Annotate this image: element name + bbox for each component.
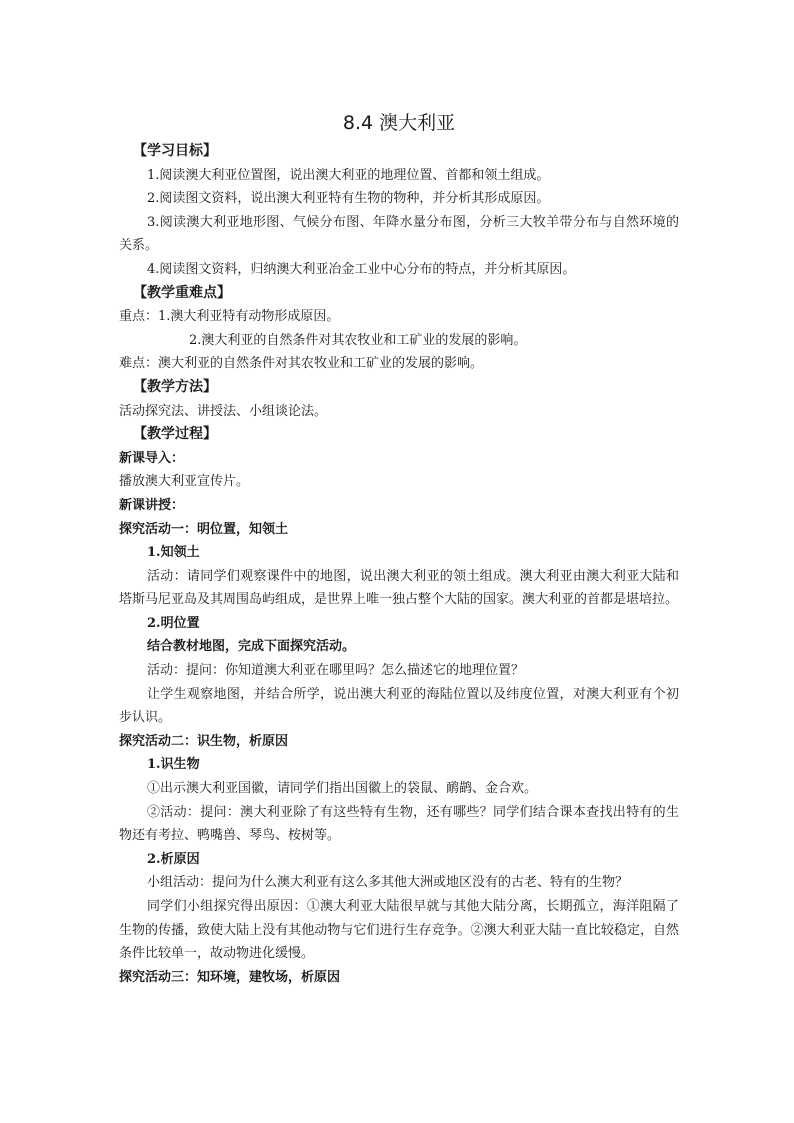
activity-1-sub-2: 2.明位置	[147, 615, 200, 631]
intro-heading: 新课导入：	[119, 450, 185, 466]
activity-1-sub-1-text: 活动：请同学们观察课件中的地图，说出澳大利亚的领土组成。澳大利亚由澳大利亚大陆和塔斯马尼亚岛及其周围岛屿组成，是世界上唯一独占整个大陆的国家。澳大利亚的首都是堪培拉。	[119, 568, 679, 608]
key-point-1: 重点：1.澳大利亚特有动物形成原因。	[119, 309, 340, 325]
activity-2-sub-1-b: ②活动：提问：澳大利亚除了有这些特有生物，还有哪些？同学们结合课本查找出特有的生物还有考拉、鸭嘴兽、琴鸟、桉树等。	[119, 804, 679, 844]
activity-2-sub-1: 1.识生物	[147, 757, 200, 773]
activity-1-sub-2-instruction: 结合教材地图，完成下面探究活动。	[147, 639, 356, 655]
goal-item: 3.阅读澳大利亚地形图、气候分布图、年降水量分布图，分析三大牧羊带分布与自然环境的关系。	[119, 214, 679, 254]
activity-2-heading: 探究活动二：识生物，析原因	[119, 733, 289, 749]
activity-2-sub-1-a: ①出示澳大利亚国徽，请同学们指出国徽上的袋鼠、鸸鹋、金合欢。	[147, 781, 538, 797]
goal-item: 2.阅读图文资料，说出澳大利亚特有生物的物种，并分析其形成原因。	[147, 191, 550, 207]
activity-2-sub-2-text: 同学们小组探究得出原因：①澳大利亚大陆很早就与其他大陆分离，长期孤立，海洋阻隔了生物的传播，致使大陆上没有其他动物与它们进行生存竞争。②澳大利亚大陆一直比较稳定，自然条件比较单一，故动物进化缓慢。	[119, 899, 679, 962]
activity-1-sub-2-text: 让学生观察地图，并结合所学，说出澳大利亚的海陆位置以及纬度位置，对澳大利亚有个初步认识。	[119, 686, 679, 726]
key-points-heading: 【教学重难点】	[133, 284, 231, 301]
activity-1-sub-1: 1.知领土	[147, 545, 200, 561]
difficult-point: 难点：澳大利亚的自然条件对其农牧业和工矿业的发展的影响。	[119, 356, 484, 372]
method-text: 活动探究法、讲授法、小组谈论法。	[119, 403, 328, 419]
goal-item: 1.阅读澳大利亚位置图，说出澳大利亚的地理位置、首都和领土组成。	[147, 167, 550, 183]
activity-3-heading: 探究活动三：知环境，建牧场，析原因	[119, 969, 341, 985]
activity-2-sub-2: 2.析原因	[147, 851, 200, 867]
goals-heading: 【学习目标】	[133, 143, 217, 159]
process-heading: 【教学过程】	[133, 426, 217, 443]
activity-1-heading: 探究活动一：明位置，知领土	[119, 521, 289, 537]
intro-text: 播放澳大利亚宣传片。	[119, 474, 250, 490]
key-point-2: 2.澳大利亚的自然条件对其农牧业和工矿业的发展的影响。	[189, 332, 527, 348]
activity-1-sub-2-question: 活动：提问：你知道澳大利亚在哪里吗？怎么描述它的地理位置？	[147, 663, 525, 679]
document-body	[119, 100, 679, 989]
lecture-heading: 新课讲授：	[119, 497, 185, 513]
activity-2-sub-2-question: 小组活动：提问为什么澳大利亚有这么多其他大洲或地区没有的古老、特有的生物？	[147, 875, 629, 891]
method-heading: 【教学方法】	[133, 378, 217, 395]
goal-item: 4.阅读图文资料，归纳澳大利亚冶金工业中心分布的特点，并分析其原因。	[147, 261, 576, 277]
page-title: 8.4 澳大利亚	[342, 112, 456, 134]
